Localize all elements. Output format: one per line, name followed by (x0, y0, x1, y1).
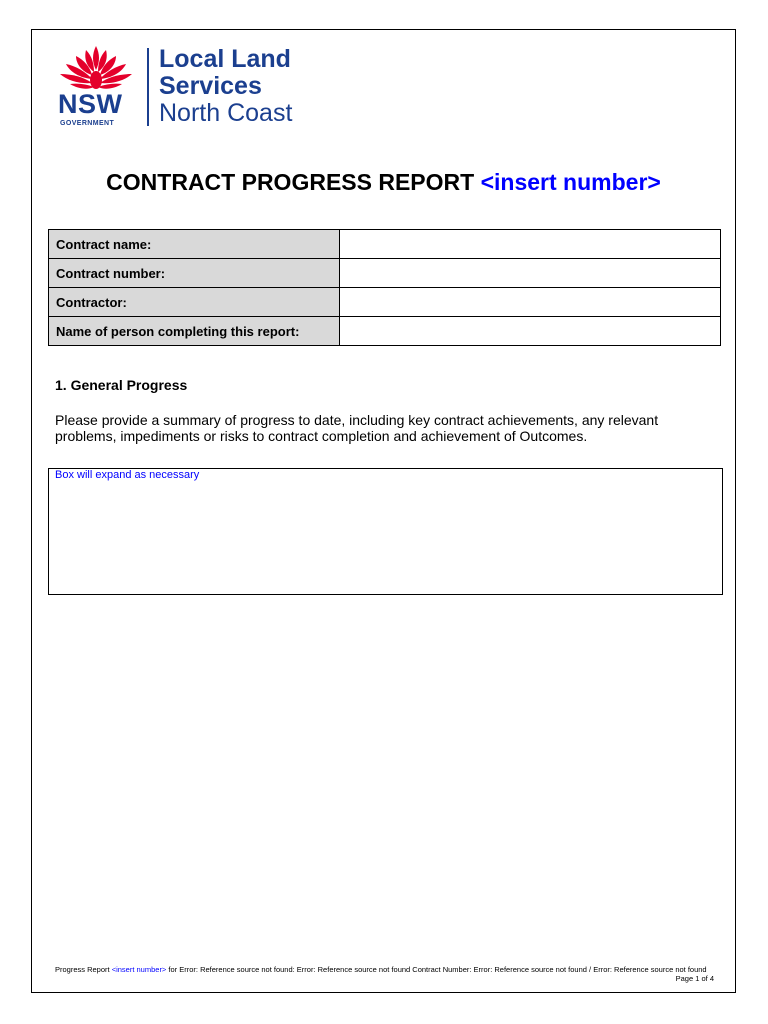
page-number: Page 1 of 4 (675, 974, 714, 983)
government-wordmark: GOVERNMENT (60, 120, 115, 127)
title-main: CONTRACT PROGRESS REPORT (106, 169, 481, 195)
table-row (49, 288, 721, 317)
table-row (49, 230, 721, 259)
lls-line-2: Services (159, 72, 262, 100)
section-instructions: Please provide a summary of progress to date, including key contract achievements, any relevant problems, impediments or risks to contract completion and achievement of Outcomes. (55, 412, 659, 444)
footer-placeholder: <insert number> (111, 965, 167, 974)
table-row (49, 259, 721, 288)
nsw-lls-logo (56, 44, 326, 140)
contract-name-field[interactable] (340, 230, 721, 259)
waratah-icon (56, 44, 136, 94)
footer-text (55, 965, 715, 974)
row-label: Contract name: (49, 230, 340, 259)
report-author-field[interactable] (340, 317, 721, 346)
title-placeholder[interactable]: <insert number> (480, 169, 661, 195)
progress-summary-box[interactable] (48, 468, 723, 595)
table-row (49, 317, 721, 346)
contract-number-field[interactable] (340, 259, 721, 288)
document-page (31, 29, 736, 993)
footer-prefix: Progress Report (55, 965, 112, 974)
row-label: Contract number: (49, 259, 340, 288)
lls-line-1: Local Land (159, 45, 291, 73)
nsw-wordmark: NSW (58, 89, 123, 119)
contractor-field[interactable] (340, 288, 721, 317)
row-label: Contractor: (49, 288, 340, 317)
section-heading: 1. General Progress (55, 377, 188, 393)
box-hint: Box will expand as necessary (55, 469, 200, 481)
lls-line-3: North Coast (159, 99, 293, 127)
row-label: Name of person completing this report: (49, 317, 340, 346)
logo-divider (147, 48, 149, 126)
page-title (32, 168, 735, 196)
contract-info-table (48, 229, 721, 346)
lls-wordmark (159, 46, 292, 127)
footer-rest: for Error: Reference source not found: Error: Reference source not found Contract Number: Error: Reference source not found / Error: Reference source not found (166, 965, 707, 974)
